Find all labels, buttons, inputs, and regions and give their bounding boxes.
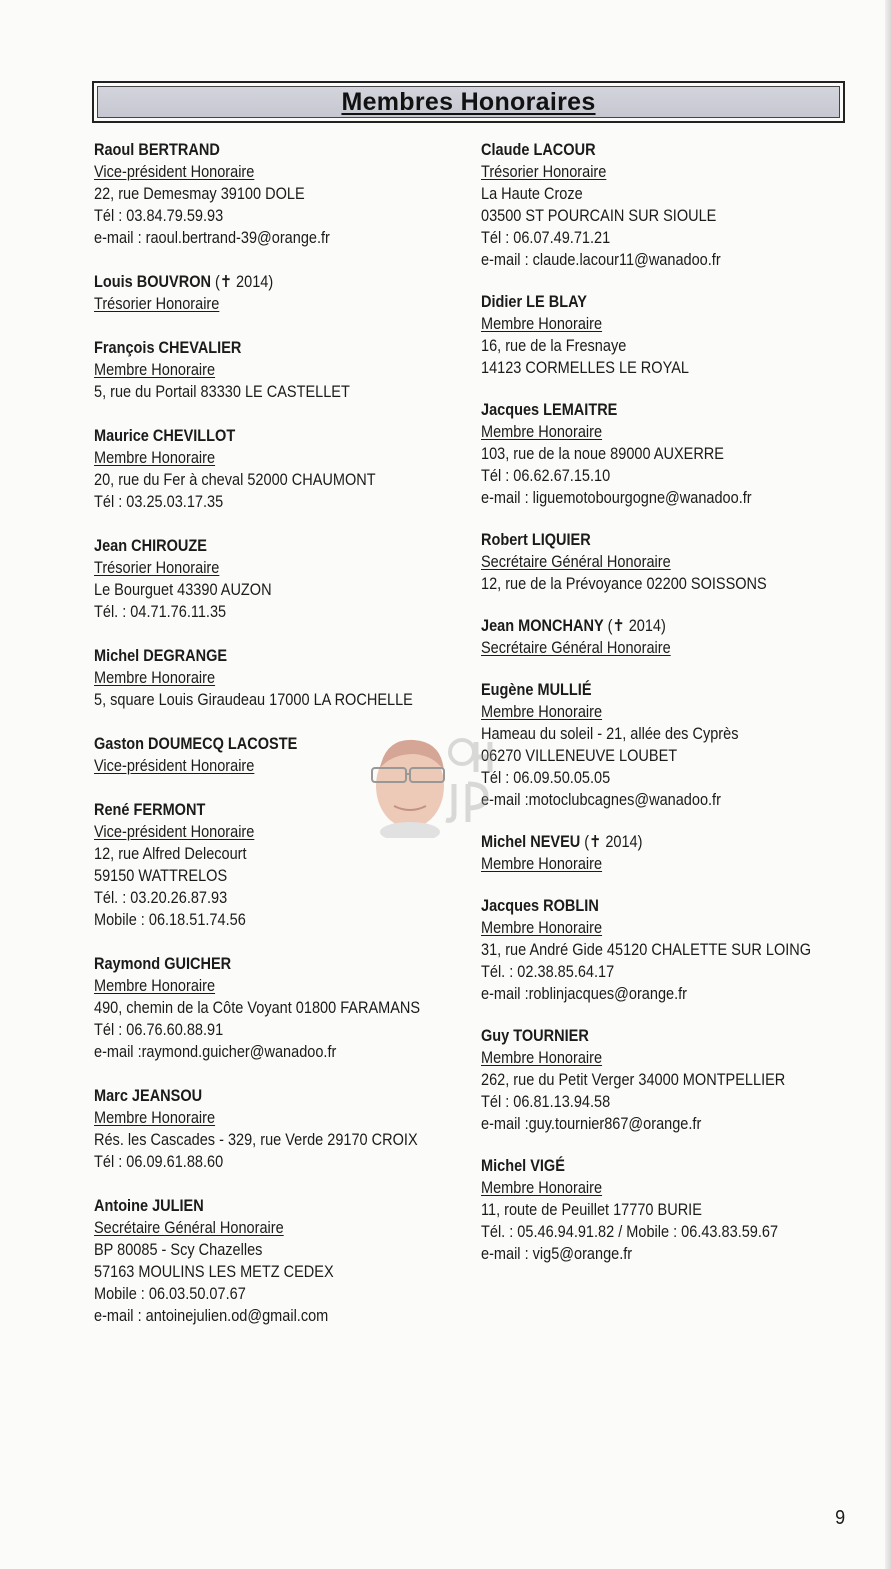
member-phone: Tél. : 05.46.94.91.82 / Mobile : 06.43.83.59.67 [481,1223,779,1241]
member-name: Michel DEGRANGE [94,647,228,665]
member-mobile: Mobile : 06.18.51.74.56 [94,911,246,929]
member-phone: Tél : 03.25.03.17.35 [94,493,224,511]
member-role: Membre Honoraire [94,361,216,379]
member-entry [94,1195,428,1327]
member-phone: Tél : 06.62.67.15.10 [481,467,611,485]
member-name: Jean MONCHANY [481,617,604,635]
member-name: Claude LACOUR [481,141,596,159]
member-role: Membre Honoraire [94,1109,216,1127]
member-entry [94,535,428,623]
member-email: e-mail : liguemotobourgogne@wanadoo.fr [481,489,752,507]
member-entry [481,615,824,659]
page-number: 9 [834,1507,845,1529]
member-name: Raymond GUICHER [94,955,232,973]
member-role: Membre Honoraire [481,703,603,721]
member-role: Membre Honoraire [94,977,216,995]
member-entry [481,1025,824,1135]
member-email: e-mail : claude.lacour11@wanadoo.fr [481,251,721,269]
member-entry [94,645,428,711]
member-role: Trésorier Honoraire [481,163,607,181]
right-column [481,139,871,1265]
deceased-note: (✝ 2014) [580,833,643,851]
member-address: La Haute Croze [481,185,583,203]
member-email: e-mail : raoul.bertrand-39@orange.fr [94,229,330,247]
member-role: Membre Honoraire [481,855,603,873]
member-name: Antoine JULIEN [94,1197,204,1215]
member-name: René FERMONT [94,801,206,819]
member-name: Eugène MULLIÉ [481,681,592,699]
page-title: Membres Honoraires [341,88,596,116]
member-phone: Tél. : 04.71.76.11.35 [94,603,227,621]
member-email: e-mail :guy.tournier867@orange.fr [481,1115,702,1133]
member-address: 490, chemin de la Côte Voyant 01800 FARAMANS [94,999,421,1017]
member-name: François CHEVALIER [94,339,242,357]
member-name: Robert LIQUIER [481,531,591,549]
member-email: e-mail :raymond.guicher@wanadoo.fr [94,1043,337,1061]
member-address: 12, rue de la Prévoyance 02200 SOISSONS [481,575,767,593]
member-role: Membre Honoraire [481,1049,603,1067]
member-role: Membre Honoraire [94,669,216,687]
member-email: e-mail : antoinejulien.od@gmail.com [94,1307,329,1325]
member-entry [94,139,428,249]
member-name: Gaston DOUMECQ LACOSTE [94,735,298,753]
member-city: 06270 VILLENEUVE LOUBET [481,747,678,765]
member-name: Raoul BERTRAND [94,141,220,159]
member-entry [481,831,824,875]
member-address: 22, rue Demesmay 39100 DOLE [94,185,305,203]
member-email: e-mail : vig5@orange.fr [481,1245,633,1263]
member-role: Membre Honoraire [94,449,216,467]
member-phone: Tél. : 02.38.85.64.17 [481,963,615,981]
member-name: Michel NEVEU [481,833,581,851]
member-role: Secrétaire Général Honoraire [481,639,671,657]
member-entry [94,1085,428,1173]
member-address: 5, rue du Portail 83330 LE CASTELLET [94,383,350,401]
member-name: Guy TOURNIER [481,1027,589,1045]
member-address: BP 80085 - Scy Chazelles [94,1241,263,1259]
member-role: Vice-président Honoraire [94,757,255,775]
member-city: 03500 ST POURCAIN SUR SIOULE [481,207,717,225]
member-city: 14123 CORMELLES LE ROYAL [481,359,689,377]
member-entry [94,271,428,315]
member-address: 103, rue de la noue 89000 AUXERRE [481,445,724,463]
title-banner [92,81,845,123]
member-role: Vice-président Honoraire [94,823,255,841]
member-name: Jean CHIROUZE [94,537,207,555]
member-address: 262, rue du Petit Verger 34000 MONTPELLIER [481,1071,786,1089]
member-entry [481,139,824,271]
member-entry [94,425,428,513]
member-phone: Tél : 06.09.50.05.05 [481,769,611,787]
member-role: Membre Honoraire [481,1179,603,1197]
member-phone: Tél : 06.07.49.71.21 [481,229,611,247]
member-phone: Tél : 06.76.60.88.91 [94,1021,224,1039]
member-entry [481,399,824,509]
member-name: Louis BOUVRON [94,273,211,291]
member-email: e-mail :motoclubcagnes@wanadoo.fr [481,791,721,809]
member-address: 12, rue Alfred Delecourt [94,845,247,863]
member-role: Membre Honoraire [481,919,603,937]
member-phone: Tél : 06.81.13.94.58 [481,1093,611,1111]
member-entry [481,529,824,595]
member-address: 11, route de Peuillet 17770 BURIE [481,1201,702,1219]
member-entry [481,895,824,1005]
member-mobile: Mobile : 06.03.50.07.67 [94,1285,246,1303]
member-entry [481,291,824,379]
deceased-note: (✝ 2014) [210,273,274,291]
member-name: Didier LE BLAY [481,293,587,311]
member-address: 5, square Louis Giraudeau 17000 LA ROCHELLE [94,691,413,709]
page-edge [885,0,891,1569]
member-city: 57163 MOULINS LES METZ CEDEX [94,1263,334,1281]
member-address: Le Bourguet 43390 AUZON [94,581,272,599]
member-name: Marc JEANSOU [94,1087,203,1105]
member-name: Jacques ROBLIN [481,897,599,915]
member-address: Hameau du soleil - 21, allée des Cyprès [481,725,739,743]
member-role: Trésorier Honoraire [94,559,220,577]
watermark-logo [440,732,495,827]
member-entry [481,679,824,811]
member-entry [94,337,428,403]
member-address: Rés. les Cascades - 329, rue Verde 29170 CROIX [94,1131,418,1149]
member-name: Maurice CHEVILLOT [94,427,236,445]
member-email: e-mail :roblinjacques@orange.fr [481,985,688,1003]
member-entry [94,953,428,1063]
title-banner-inner [97,86,840,118]
member-address: 20, rue du Fer à cheval 52000 CHAUMONT [94,471,376,489]
member-role: Membre Honoraire [481,315,603,333]
deceased-note: (✝ 2014) [603,617,666,635]
member-address: 16, rue de la Fresnaye [481,337,627,355]
member-name: Michel VIGÉ [481,1157,565,1175]
member-role: Membre Honoraire [481,423,603,441]
member-phone: Tél : 06.09.61.88.60 [94,1153,224,1171]
member-role: Trésorier Honoraire [94,295,220,313]
member-phone: Tél. : 03.20.26.87.93 [94,889,228,907]
member-role: Vice-président Honoraire [94,163,255,181]
member-phone: Tél : 03.84.79.59.93 [94,207,224,225]
member-entry [481,1155,824,1265]
member-name: Jacques LEMAITRE [481,401,618,419]
member-city: 59150 WATTRELOS [94,867,228,885]
member-role: Secrétaire Général Honoraire [481,553,671,571]
member-address: 31, rue André Gide 45120 CHALETTE SUR LOING [481,941,812,959]
member-role: Secrétaire Général Honoraire [94,1219,284,1237]
